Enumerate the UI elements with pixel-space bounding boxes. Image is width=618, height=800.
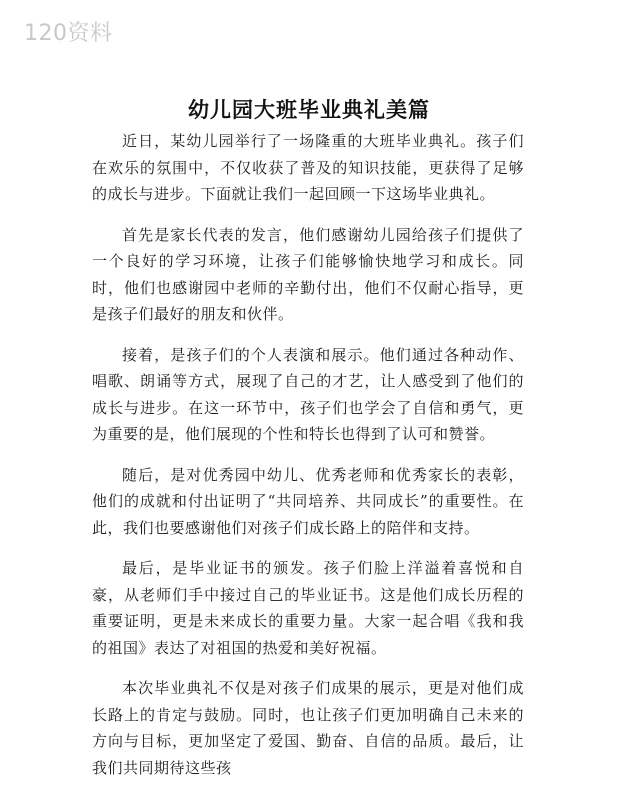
paragraph-5: 最后，是毕业证书的颁发。孩子们脸上洋溢着喜悦和自豪，从老师们手中接过自己的毕业证书。这是他们成长历程的重要证明，更是未来成长的重要力量。大家一起合唱《我和我的祖国》表达了对祖国的热爱和美好祝福。 <box>92 559 524 657</box>
watermark-logo: 120资料 <box>24 21 113 46</box>
paragraph-4: 随后，是对优秀园中幼儿、优秀老师和优秀家长的表彰，他们的成就和付出证明了“共同培养、共同成长”的重要性。在此，我们也要感谢他们对孩子们成长路上的陪伴和支持。 <box>92 465 524 537</box>
paragraph-2: 首先是家长代表的发言，他们感谢幼儿园给孩子们提供了一个良好的学习环境，让孩子们能够愉快地学习和成长。同时，他们也感谢园中老师的辛勤付出，他们不仅耐心指导，更是孩子们最好的朋友和伙伴。 <box>92 225 524 323</box>
document-body <box>92 128 524 795</box>
paragraph-6: 本次毕业典礼不仅是对孩子们成果的展示，更是对他们成长路上的肯定与鼓励。同时，也让孩子们更加明确自己未来的方向与目标，更加坚定了爱国、勤奋、自信的品质。最后，让我们共同期待这些孩 <box>92 679 524 777</box>
paragraph-3: 接着，是孩子们的个人表演和展示。他们通过各种动作、唱歌、朗诵等方式，展现了自己的才艺，让人感受到了他们的成长与进步。在这一环节中，孩子们也学会了自信和勇气，更为重要的是，他们展现的个性和特长也得到了认可和赞誉。 <box>92 345 524 443</box>
paragraph-1: 近日，某幼儿园举行了一场隆重的大班毕业典礼。孩子们在欢乐的氛围中，不仅收获了普及的知识技能，更获得了足够的成长与进步。下面就让我们一起回顾一下这场毕业典礼。 <box>92 132 524 203</box>
page-title: 幼儿园大班毕业典礼美篇 <box>188 98 430 122</box>
